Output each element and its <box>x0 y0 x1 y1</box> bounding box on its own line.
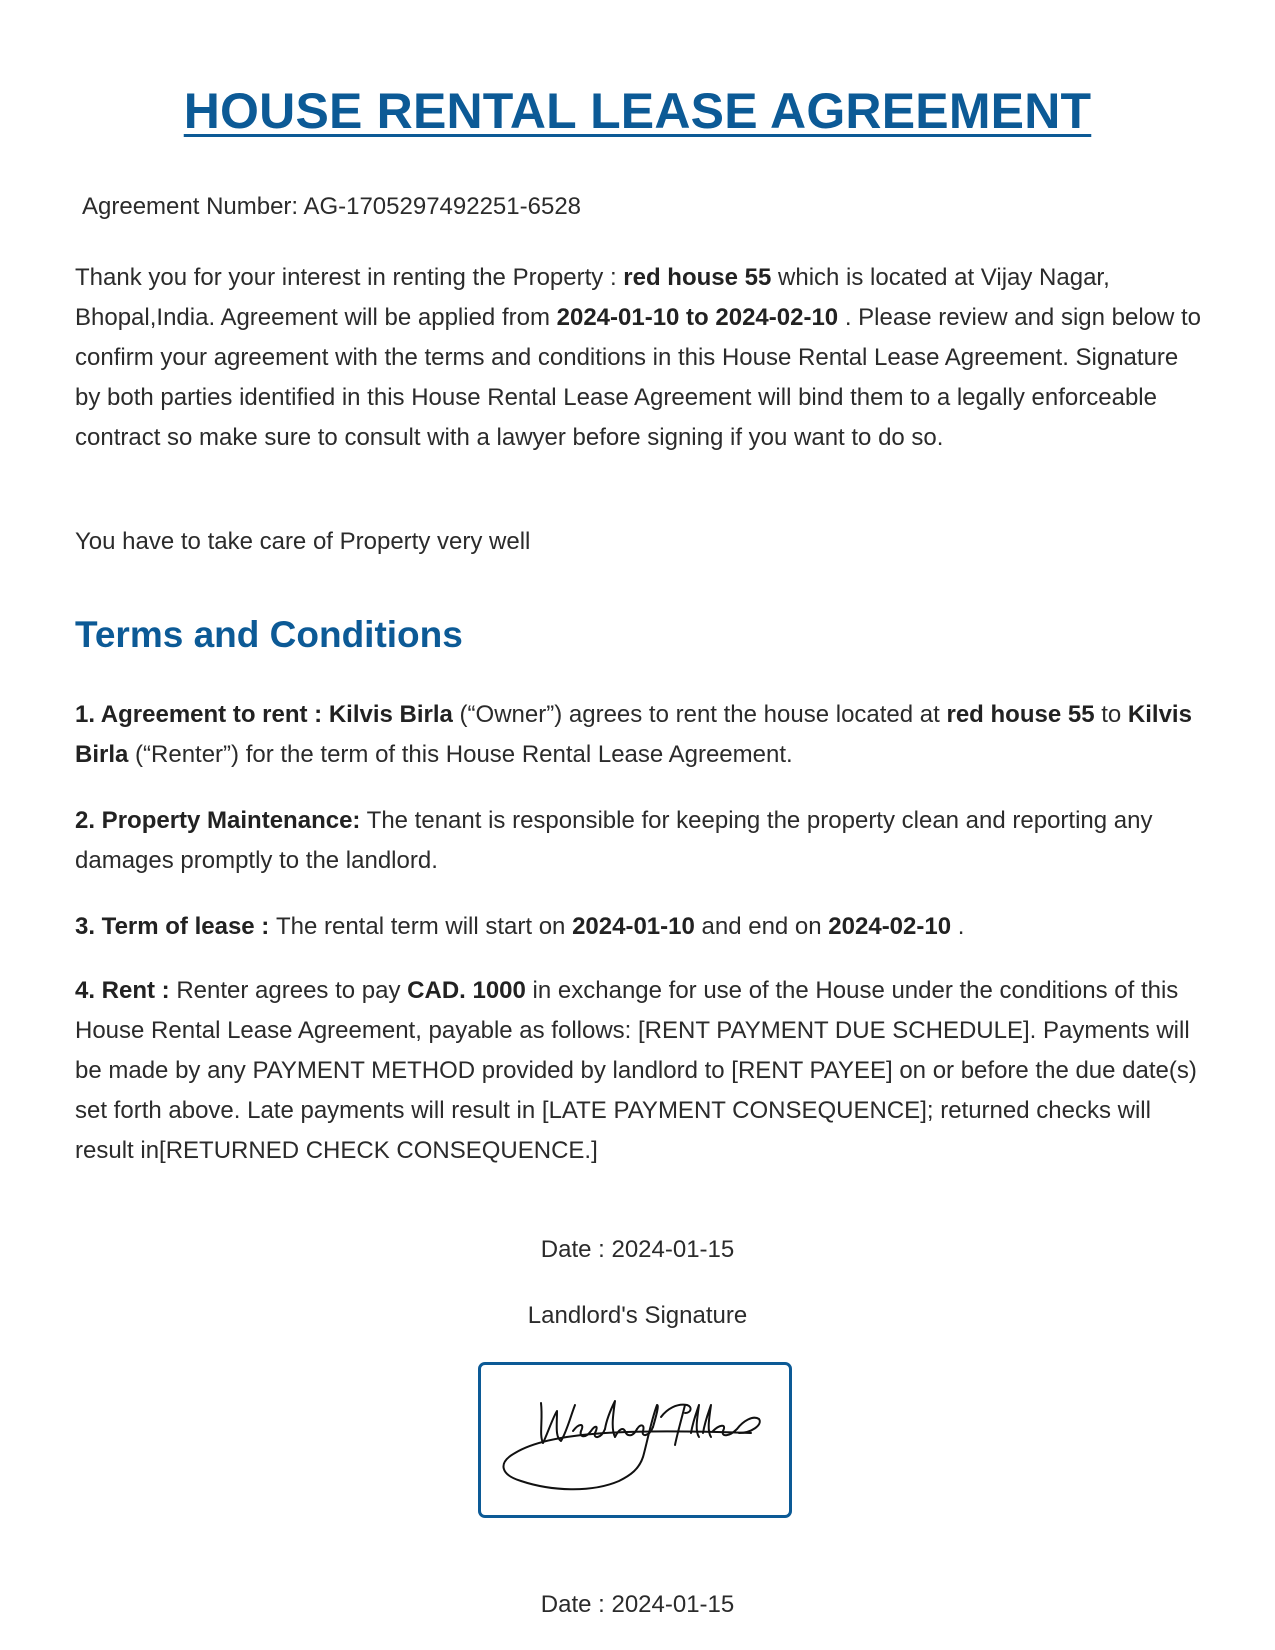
intro-text-1: Thank you for your interest in renting the Property : <box>75 264 624 291</box>
term-3-label: 3. Term of lease : <box>75 913 276 940</box>
intro-text-3: . Please review and sign below to confirm your agreement with the terms and conditions in this House Rental Lease Agreement. Signature by both parties identified in this House Rental Lease Agreement will bind them to a legally enforceable contract so make sure to consult with a lawyer before signing if you want to do so. <box>75 304 1202 451</box>
term-1-property: red house 55 <box>946 701 1095 728</box>
term-3-start-date: 2024-01-10 <box>572 913 695 940</box>
term-of-lease <box>75 907 1205 947</box>
handwritten-signature <box>481 1365 789 1515</box>
term-rent <box>75 971 1205 1171</box>
intro-period: 2024-01-10 to 2024-02-10 <box>556 304 839 331</box>
term-2-label: 2. Property Maintenance: <box>75 807 361 834</box>
term-4-text-2: in exchange for use of the House under the conditions of this House Rental Lease Agreement, payable as follows: [RENT PAYMENT DUE SCHEDULE]. Payments will be made by any PAYMENT METHOD provided by landlord to [RENT PAYEE] on or before the due date(s) set forth above. Late payments will result in [LATE PAYMENT CONSEQUENCE]; returned checks will result in[RETURNED CHECK CONSEQUENCE.] <box>75 977 1197 1164</box>
document-title: HOUSE RENTAL LEASE AGREEMENT <box>183 83 1092 139</box>
intro-text-2: which is located at Vijay Nagar, Bhopal,India. Agreement will be applied from <box>75 264 1110 331</box>
term-agreement-to-rent <box>75 695 1205 775</box>
agreement-number: Agreement Number: AG-1705297492251-6528 <box>82 193 582 220</box>
term-3-text-1: The rental term will start on <box>275 913 573 940</box>
care-note: You have to take care of Property very well <box>75 528 531 555</box>
term-1-text-3: (“Renter”) for the term of this House Rental Lease Agreement. <box>128 741 793 768</box>
landlord-signature-label: Landlord's Signature <box>527 1302 748 1329</box>
signature-box <box>478 1362 792 1518</box>
signature-date: Date : 2024-01-15 <box>540 1236 735 1263</box>
term-property-maintenance <box>75 801 1205 881</box>
term-3-text-2: and end on <box>694 913 829 940</box>
term-1-text-1: (“Owner”) agrees to rent the house located at <box>452 701 947 728</box>
term-3-end-date: 2024-02-10 <box>828 913 952 940</box>
term-3-text-3: . <box>951 913 965 940</box>
intro-paragraph <box>75 258 1205 458</box>
term-1-text-2: to <box>1094 701 1128 728</box>
intro-property-name: red house 55 <box>623 264 772 291</box>
term-4-amount: CAD. 1000 <box>407 977 526 1004</box>
term-2-text: The tenant is responsible for keeping the property clean and reporting any damages promptly to the landlord. <box>75 807 1153 874</box>
bottom-date: Date : 2024-01-15 <box>540 1591 735 1618</box>
term-1-renter: Kilvis Birla <box>75 701 1192 768</box>
term-1-label: 1. Agreement to rent : <box>75 701 329 728</box>
term-4-label: 4. Rent : <box>75 977 177 1004</box>
terms-heading: Terms and Conditions <box>75 614 463 655</box>
term-1-owner: Kilvis Birla <box>328 701 453 728</box>
term-4-text-1: Renter agrees to pay <box>176 977 408 1004</box>
